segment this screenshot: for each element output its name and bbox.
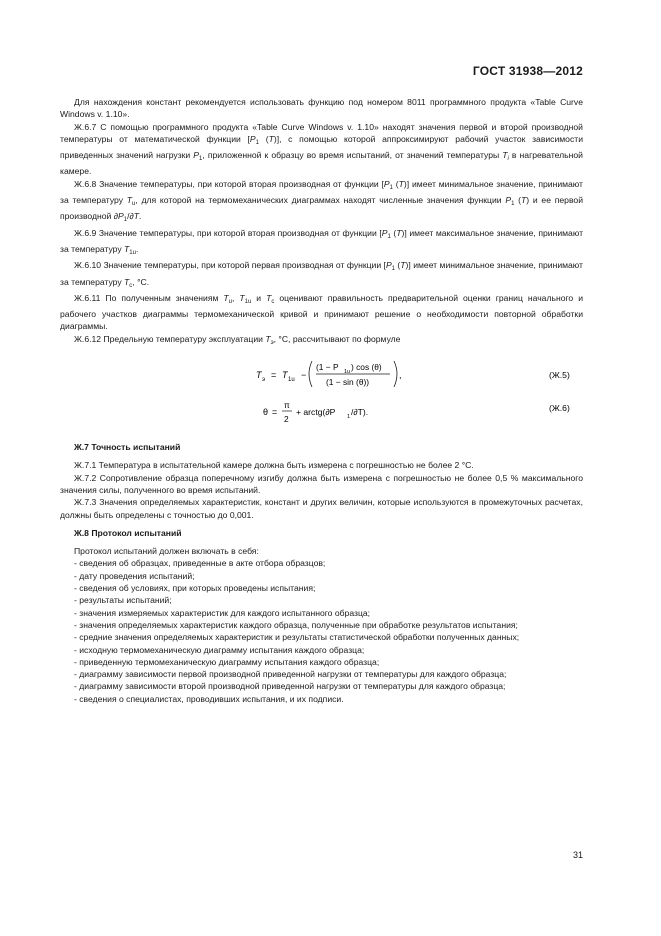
page-body (60, 96, 583, 705)
svg-text:=: = (271, 370, 277, 381)
section-heading-zh-7: Ж.7 Точность испытаний (74, 442, 181, 453)
svg-text:π: π (284, 400, 290, 411)
paragraph-zh-6-8: Ж.6.8 Значение температуры, при которой вторая производная от функции [$P_1$ (T)] имеет минимальное значение, принимают за температуру $T_u$, для которой на термомеханических диаграммах находят численные значения функции $P_1$ (T) и ее первой производной $\partial P_1/\partial T$. (60, 178, 583, 224)
svg-text:(Ж.5): (Ж.5) (549, 370, 570, 381)
svg-text:э: э (262, 377, 266, 384)
paragraph-zh-7-1: Ж.7.1 Температура в испытательной камере должна быть измерена с погрешностью не более 2 °С. (74, 460, 474, 471)
svg-text:=: = (272, 407, 278, 418)
list-item: - сведения об образцах, приведенные в акте отбора образцов; (74, 558, 326, 569)
svg-text:1u: 1u (288, 377, 295, 384)
list-item: - диаграмму зависимости первой производной приведенной нагрузки от температуры для каждого образца; (74, 669, 507, 680)
svg-text:(1 − sin (θ)): (1 − sin (θ)) (326, 377, 370, 388)
left-paren-large (309, 361, 312, 387)
paragraph-zh-6-11: Ж.6.11 По полученным значениям $T_u$, $T_{1u}$ и $T_c$ оценивают правильность предварительной оценки границ начального и рабочего участков диаграммы термомеханической кривой и принимают решение о необходимости повторной обработки диаграммы. (60, 292, 584, 332)
svg-text:1: 1 (347, 414, 351, 421)
paragraph-zh-6-12: Ж.6.12 Предельную температуру эксплуатации $T_э$, °С, рассчитывают по формуле (74, 333, 401, 346)
paragraph-zh-6-10: Ж.6.10 Значение температуры, при которой первая производная от функции [$P_1$ (T)] имеет минимальное значение, принимают за температуру $T_c$, °С. (60, 260, 583, 289)
svg-text:/∂T).: /∂T). (351, 407, 369, 418)
page-number: 31 (572, 850, 583, 860)
formula-zh-5 (60, 357, 583, 391)
svg-text:) cos (θ): ) cos (θ) (351, 362, 382, 373)
list-item: - диаграмму зависимости второй производной приведенной нагрузки от температуры для каждого образца; (74, 681, 506, 692)
list-item: - сведения об условиях, при которых проведены испытания; (74, 583, 316, 594)
svg-text:,: , (399, 370, 402, 381)
right-paren-large (394, 361, 397, 387)
svg-text:T: T (256, 370, 262, 381)
formula-zh-5-graphic (60, 357, 583, 391)
list-item: - результаты испытаний; (74, 595, 172, 606)
svg-text:(Ж.6): (Ж.6) (549, 403, 570, 414)
paragraph-zh-7-2: Ж.7.2 Сопротивление образца поперечному изгибу должна быть измерена с погрешностью не более 0,5 % максимального значения силы, полученного во время испытаний. (60, 472, 583, 495)
paragraph-zh-6-7: Ж.6.7 С помощью программного продукта «Table Curve Windows v. 1.10» находят значения первой и второй производной температуры от математической функции [$P_1$ (T)], с помощью которой аппроксимируют рабочий участок зависимости приведенных значений нагрузки $P_1$, приложенной к образцу во время испытаний, от значений температуры $T_i$ в нагревательной камере. (60, 121, 583, 177)
formula-zh-6-graphic (60, 397, 583, 431)
list-item: - значения определяемых характеристик каждого образца, полученные при обработке результатов испытания; (74, 619, 518, 630)
list-item: - сведения о специалистах, проводивших испытания, и их подписи. (74, 693, 344, 704)
svg-text:−: − (301, 370, 307, 381)
svg-text:θ: θ (263, 407, 269, 418)
svg-text:T: T (282, 370, 288, 381)
protocol-intro: Протокол испытаний должен включать в себя: (74, 546, 259, 557)
formula-zh-6 (60, 397, 583, 431)
svg-text:+ arctg(∂P: + arctg(∂P (296, 407, 336, 418)
list-item: - значения измеряемых характеристик для каждого испытанного образца; (74, 607, 371, 618)
paragraph-zh-6-9: Ж.6.9 Значение температуры, при которой вторая производная от функции [$P_1$ (T)] имеет максимальное значение, принимают за температуру $T_{1u}$. (60, 227, 584, 256)
list-item: - приведенную термомеханическую диаграмму испытания каждого образца; (74, 656, 380, 667)
list-item: - средние значения определяемых характеристик и результаты статистической обработки полученных данных; (74, 632, 520, 643)
svg-text:2: 2 (284, 414, 289, 425)
document-id: ГОСТ 31938—2012 (472, 64, 583, 78)
section-heading-zh-8: Ж.8 Протокол испытаний (74, 527, 182, 538)
list-item: - дату проведения испытаний; (74, 570, 195, 581)
list-item: - исходную термомеханическую диаграмму испытания каждого образца; (74, 644, 365, 655)
svg-text:(1 − P: (1 − P (316, 362, 339, 373)
paragraph-zh-7-3: Ж.7.3 Значения определяемых характеристик, констант и других величин, которые используются в промежуточных расчетах, должны быть определены с точностью до 0,001. (60, 497, 583, 520)
svg-text:1u: 1u (344, 369, 351, 376)
paragraph-constants: Для нахождения констант рекомендуется использовать функцию под номером 8011 программного продукта «Table Curve Windows v. 1.10». (60, 97, 583, 120)
